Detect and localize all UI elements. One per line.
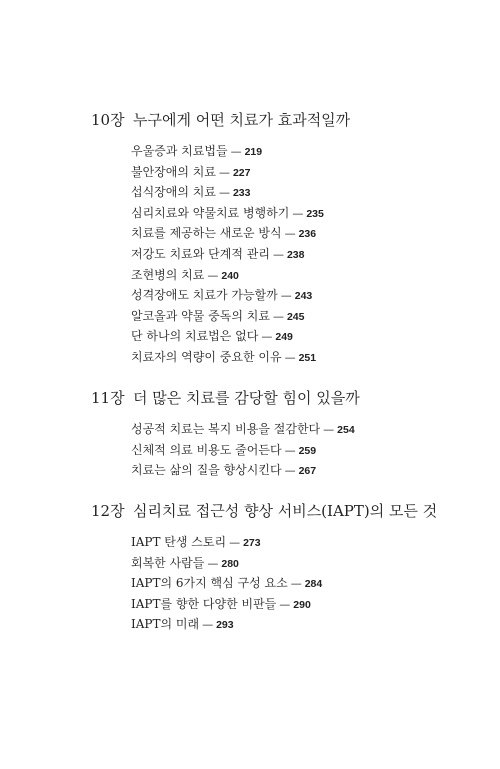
toc-entry[interactable]	[0, 532, 500, 553]
toc-dash: —	[292, 206, 304, 220]
toc-page-number: 233	[232, 187, 251, 200]
toc-page-number: 293	[216, 619, 234, 632]
chapter-heading	[0, 108, 500, 132]
chapter-10	[0, 108, 500, 368]
toc-entry[interactable]	[0, 182, 500, 203]
chapter-entries	[0, 141, 500, 368]
toc-entry[interactable]	[0, 285, 500, 306]
toc-entry[interactable]	[0, 440, 500, 461]
toc-dash: —	[272, 309, 284, 323]
toc-page-number: 236	[298, 228, 317, 241]
toc-entry-title: 단 하나의 치료법은 없다	[131, 329, 259, 344]
toc-entry-title: 조현병의 치료	[131, 267, 205, 282]
toc-entry-title: 치료자의 역량이 중요한 이유	[131, 349, 282, 364]
toc-entry[interactable]	[0, 553, 500, 574]
toc-entry[interactable]	[0, 306, 500, 327]
toc-entry[interactable]	[0, 326, 500, 347]
toc-dash: —	[230, 145, 242, 158]
toc-dash: —	[290, 577, 302, 591]
toc-entry-title: 성격장애도 치료가 가능할까	[131, 288, 278, 303]
toc-page-number: 254	[337, 424, 355, 436]
toc-page-number: 227	[232, 166, 251, 179]
toc-entry-title: IAPT의 미래	[131, 617, 200, 632]
toc-entry-title: IAPT를 향한 다양한 비판들	[131, 596, 277, 611]
chapter-11	[0, 386, 500, 481]
toc-dash: —	[284, 227, 296, 241]
toc-entry-title: 알코올과 약물 중독의 치료	[131, 308, 270, 323]
toc-entry[interactable]	[0, 594, 500, 615]
chapter-number: 11장	[91, 389, 125, 407]
toc-entry[interactable]	[0, 244, 500, 265]
toc-entry[interactable]	[0, 614, 500, 635]
toc-entry-title: 심리치료와 약물치료 병행하기	[131, 205, 290, 220]
chapter-title: 누구에게 어떤 치료가 효과적일까	[133, 111, 351, 129]
toc-page-number: 219	[244, 146, 263, 158]
toc-dash: —	[280, 289, 292, 303]
toc-dash: —	[272, 247, 284, 261]
toc-page-number: 290	[293, 598, 311, 611]
toc-entry-title: 우울증과 치료법들	[131, 144, 228, 158]
toc-entry[interactable]	[0, 162, 500, 183]
toc-entry[interactable]	[0, 203, 500, 224]
toc-entry-title: 섭식장애의 치료	[131, 185, 216, 200]
toc-entry[interactable]	[0, 573, 500, 594]
toc-entry-title: 불안장애의 치료	[131, 164, 216, 179]
chapter-heading	[0, 499, 500, 523]
toc-entry[interactable]	[0, 347, 500, 368]
toc-page-number: 249	[275, 331, 293, 344]
chapter-title: 심리치료 접근성 향상 서비스(IAPT)의 모든 것	[133, 502, 438, 520]
toc-entry-title: IAPT의 6가지 핵심 구성 요소	[131, 576, 288, 591]
chapter-title: 더 많은 치료를 감당할 힘이 있을까	[133, 389, 360, 407]
toc-dash: —	[207, 556, 219, 570]
toc-dash: —	[218, 165, 230, 179]
toc-page-number: 280	[221, 557, 239, 570]
toc-entry[interactable]	[0, 460, 500, 481]
toc-entry[interactable]	[0, 419, 500, 440]
toc-entry-title: 성공적 치료는 복지 비용을 절감한다	[131, 422, 321, 436]
toc-dash: —	[323, 423, 335, 436]
chapter-number: 10장	[91, 111, 125, 129]
toc-page-number: 238	[286, 248, 305, 261]
toc-dash: —	[279, 597, 291, 611]
toc-entry[interactable]	[0, 265, 500, 286]
chapter-heading	[0, 386, 500, 410]
toc-page-number: 259	[298, 444, 317, 457]
chapter-entries	[0, 532, 500, 635]
toc-entry-title: 치료는 삶의 질을 향상시킨다	[131, 463, 282, 478]
toc-page-number: 235	[306, 207, 324, 220]
toc-dash: —	[202, 618, 214, 632]
toc-page-number: 245	[286, 310, 305, 323]
toc-dash: —	[284, 464, 296, 478]
toc-page-number: 267	[298, 465, 317, 478]
toc-dash: —	[284, 350, 296, 364]
toc-dash: —	[207, 268, 219, 282]
toc-entry[interactable]	[0, 141, 500, 162]
toc-dash: —	[284, 443, 296, 457]
toc-entry-title: 회복한 사람들	[131, 555, 205, 570]
toc-page-number: 251	[298, 351, 317, 364]
toc-page-number: 243	[294, 290, 313, 303]
toc-dash: —	[229, 536, 241, 549]
toc-dash: —	[218, 186, 230, 200]
chapter-number: 12장	[91, 502, 125, 520]
toc-dash: —	[261, 330, 273, 344]
toc-entry-title: IAPT 탄생 스토리	[131, 535, 227, 549]
chapter-entries	[0, 419, 500, 481]
toc-page-number: 284	[304, 578, 323, 591]
toc-entry-title: 치료를 제공하는 새로운 방식	[131, 226, 282, 241]
toc-entry-title: 저강도 치료와 단계적 관리	[131, 246, 270, 261]
toc-page-number: 240	[221, 269, 239, 282]
toc-entry[interactable]	[0, 223, 500, 244]
toc-entry-title: 신체적 의료 비용도 줄어든다	[131, 442, 282, 457]
toc-page-number: 273	[243, 537, 261, 549]
chapter-12	[0, 499, 500, 635]
